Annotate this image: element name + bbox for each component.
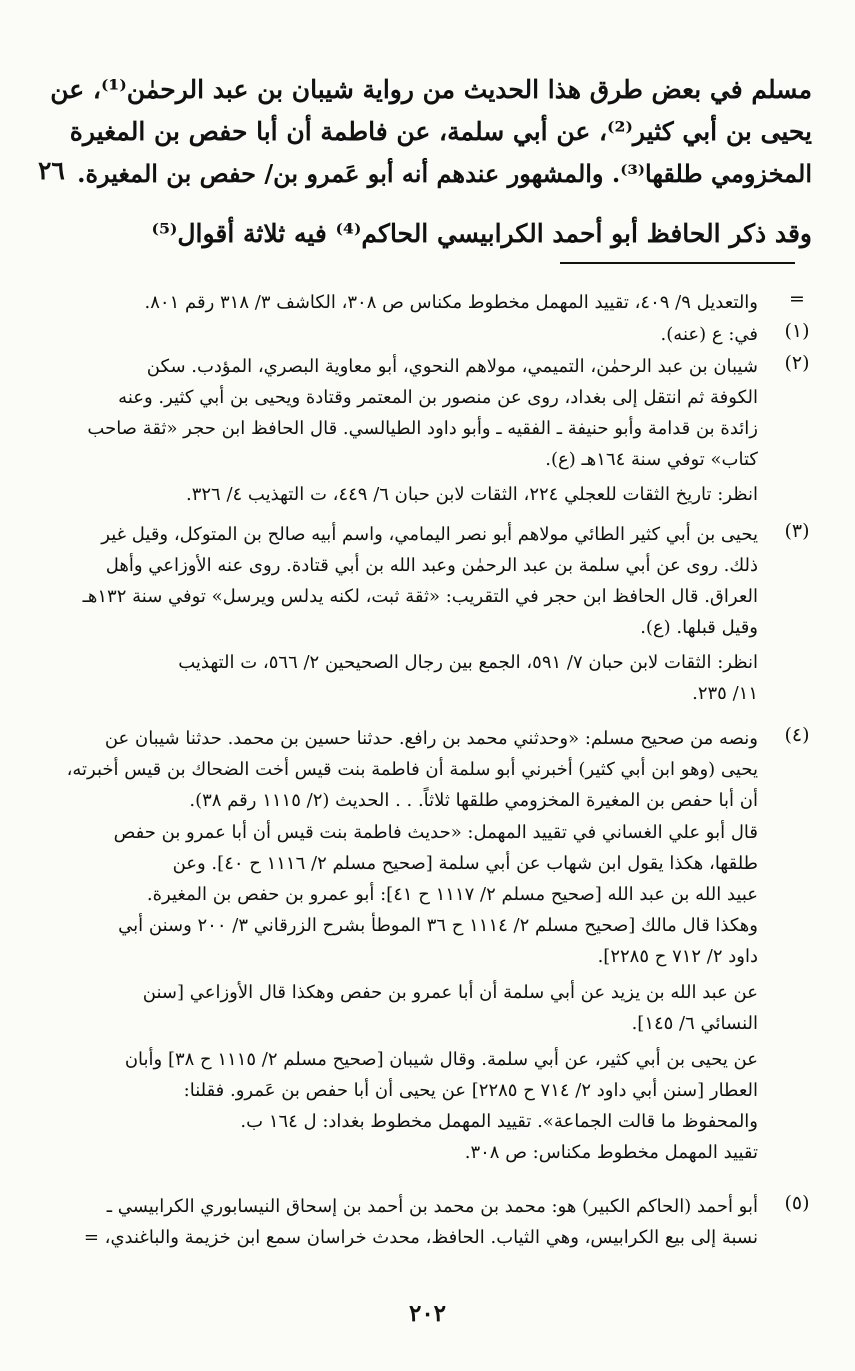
footnote-line: ونصه من صحيح مسلم: «وحدثني محمد بن رافع. حدثنا حسين بن محمد. حدثنا شيبان عن [104,728,758,749]
footnote-line: أبو أحمد (الحاكم الكبير) هو: محمد بن محمد بن أحمد بن إسحاق النيسابوري الكرابيسي ـ [106,1196,758,1217]
footnote-line: شيبان بن عبد الرحمٰن، التميمي، مولاهم النحوي، أبو معاوية البصري، المؤدب. سكن [146,356,758,377]
main-text-line: مسلم في بعض طرق هذا الحديث من رواية شيبان بن عبد الرحمٰن⁽¹⁾، عن [50,75,812,104]
footnote-line: داود ٢/ ٧١٢ ح ٢٢٨٥]. [597,946,758,967]
footnote-line: قال أبو علي الغساني في تقييد المهمل: «حديث فاطمة بنت قيس أن أبا عمرو بن حفص [113,822,758,843]
footnote-marker: (٢) [784,352,810,374]
footnote-line: ذلك. روى عن أبي سلمة بن عبد الرحمٰن وعبد الله بن أبي قتادة. روى عنه الأوزاعي وأهل [105,555,758,576]
footnote-line: عبيد الله بن عبد الله [صحيح مسلم ٢/ ١١١٧ ح ٤١]: أبو عمرو بن حفص بن المغيرة. [146,884,758,905]
footnote-marker: (١) [784,320,810,342]
footnote-marker: (٤) [784,724,810,746]
footnote-line: عن عبد الله بن يزيد عن أبي سلمة أن أبا عمرو بن حفص وهكذا قال الأوزاعي [سنن [142,982,758,1003]
footnote-line: تقييد المهمل مخطوط مكناس: ص ٣٠٨. [464,1142,758,1163]
footnote-line: العطار [سنن أبي داود ٢/ ٧١٤ ح ٢٢٨٥] عن يحيى أن أبا حفص بن عَمرو. فقلنا: [183,1080,758,1101]
footnote-line: انظر: الثقات لابن حبان ٧/ ٥٩١، الجمع بين رجال الصحيحين ٢/ ٥٦٦، ت التهذيب [178,652,758,673]
footnote-line: والتعديل ٩/ ٤٠٩، تقييد المهمل مخطوط مكناس ص ٣٠٨، الكاشف ٣/ ٣١٨ رقم ٨٠١. [144,292,758,313]
footnote-line: أن أبا حفص بن المغيرة المخزومي طلقها ثلاثاً. . . الحديث (٢/ ١١١٥ رقم ٣٨). [189,790,758,811]
footnote-line: نسبة إلى بيع الكرابيس، وهي الثياب. الحافظ، محدث خراسان سمع ابن خزيمة والباغندي، = [83,1227,758,1248]
page-number: ٢٠٢ [408,1300,447,1327]
footnote-line: وهكذا قال مالك [صحيح مسلم ٢/ ١١١٤ ح ٣٦ الموطأ بشرح الزرقاني ٣/ ٢٠٠ وسنن أبي [118,915,758,936]
margin-folio-number: ٢٦ [38,156,65,185]
footnote-line: الكوفة ثم انتقل إلى بغداد، روى عن منصور بن المعتمر وقتادة ويحيى بن أبي كثير. وعنه [118,387,758,408]
footnote-line: كتاب» توفي سنة ١٦٤هـ (ع). [545,449,758,470]
main-text-line: المخزومي طلقها⁽³⁾. والمشهور عندهم أنه أبو عَمرو بن/ حفص بن المغيرة. [77,159,812,188]
footnote-marker: = [789,288,805,310]
footnote-line: ١١/ ٢٣٥. [692,683,758,704]
footnote-line: طلقها، هكذا يقول ابن شهاب عن أبي سلمة [صحيح مسلم ٢/ ١١١٦ ح ٤٠]. وعن [172,853,758,874]
footnote-marker: (٣) [784,520,810,542]
footnote-line: العراق. قال الحافظ ابن حجر في التقريب: «ثقة ثبت، لكنه يدلس ويرسل» توفي سنة ١٣٢هـ [82,586,758,607]
footnote-line: يحيى بن أبي كثير الطائي مولاهم أبو نصر اليمامي، واسم أبيه صالح بن المتوكل، وقيل غير [101,524,758,545]
footnote-line: وقيل قبلها. (ع). [640,617,758,638]
footnote-line: زائدة بن قدامة وأبو حنيفة ـ الفقيه ـ وأبو داود الطيالسي. قال الحافظ ابن حجر «ثقة صاحب [87,418,758,439]
main-text-line: يحيى بن أبي كثير⁽²⁾، عن أبي سلمة، عن فاطمة أن أبا حفص بن المغيرة [69,117,812,146]
footnote-separator [560,262,795,264]
main-text-line: وقد ذكر الحافظ أبو أحمد الكرابيسي الحاكم⁽⁴⁾ فيه ثلاثة أقوال⁽⁵⁾ [151,219,812,248]
footnote-line: انظر: تاريخ الثقات للعجلي ٢٢٤، الثقات لابن حبان ٦/ ٤٤٩، ت التهذيب ٤/ ٣٢٦. [185,484,758,505]
footnote-line: النسائي ٦/ ١٤٥]. [631,1013,758,1034]
footnote-line: والمحفوظ ما قالت الجماعة». تقييد المهمل مخطوط بغداد: ل ١٦٤ ب. [240,1111,758,1132]
footnote-line: في: ع (عنه). [660,324,758,345]
footnote-line: عن يحيى بن أبي كثير، عن أبي سلمة. وقال شيبان [صحيح مسلم ٢/ ١١١٥ ح ٣٨] وأبان [124,1049,758,1070]
footnote-line: يحيى (وهو ابن أبي كثير) أخبرني أبو سلمة أن فاطمة بنت قيس أخت الضحاك بن قيس أخبرته، [66,759,758,780]
footnote-marker: (٥) [784,1192,810,1214]
